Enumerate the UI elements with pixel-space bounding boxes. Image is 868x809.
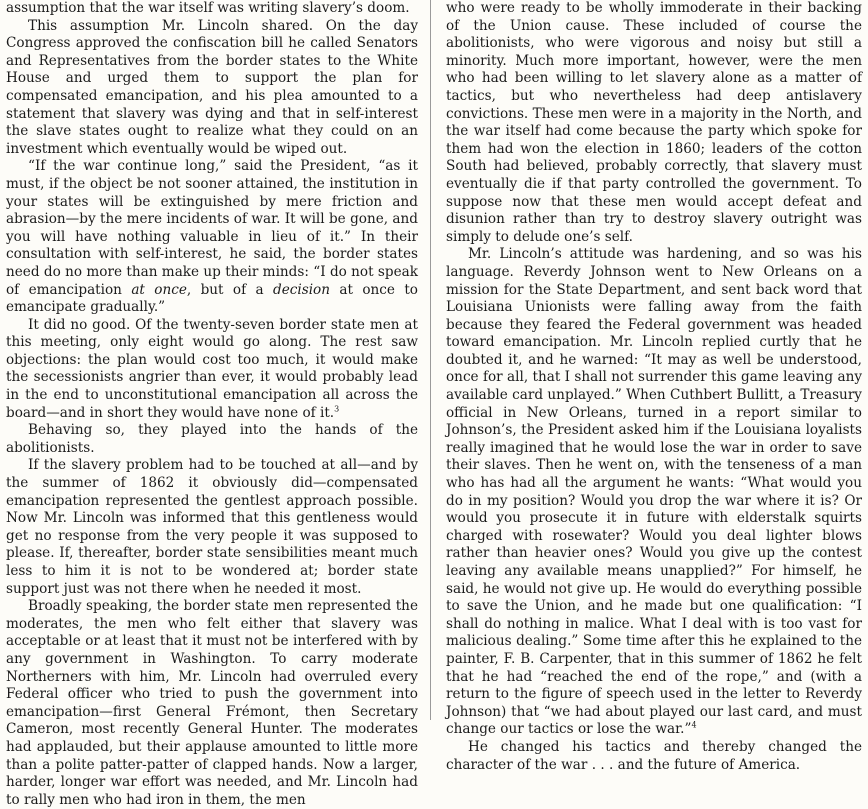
paragraph: Behaving so, they played into the hands of the abolitionists. — [6, 422, 418, 456]
paragraph: This assumption Mr. Lincoln shared. On the day Congress approved the confiscation bill he called Senators and Representatives from the border states to the White House and urged them to support the plan for compensated emancipation, and his plea amounted to a statement that slavery was dying and that in self-interest the slave states ought to realize what they could on an investment which eventually would be wiped out. — [6, 17, 418, 157]
text-run: Mr. Lincoln’s attitude was hardening, and so was his language. Reverdy Johnson went to New Orleans on a mission for the State Department, and sent back word that Louisiana Unionists were falling away from the faith because they feared the Federal government was headed toward emancipation. Mr. Lincoln replied curtly that he doubted it, and he warned: “It may as well be understood, once for all, that I shall not surrender this game leaving any available card unplayed.” When Cuthbert Bullitt, a Treasury official in New Orleans, turned in a report similar to Johnson’s, the President asked him if the Louisiana loyalists really imagined that he would lose the war in order to save their slaves. Then he went on, with the tenseness of a man who has had all the argument he wants: “What would you do in my position? Would you drop the war where it is? Or would you prosecute it in future with elderstalk squirts charged with rosewater? Would you deal lighter blows rather than heavier ones? Would you give up the contest leaving any available means unapplied?” For himself, he said, he would not give up. He would do everything possible to save the Union, and he made but one qualification: “I shall do nothing in malice. What I deal with is too vast for malicious dealing.” Some time after this he explained to the painter, F. B. Carpenter, that in this summer of 1862 he felt that he had “reached the end of the rope,” and (with a return to the figure of speech used in the letter to Reverdy Johnson) that “we had about played our last card, and must change our tactics or lose the war.” — [446, 246, 862, 738]
text-run: , but of a — [186, 281, 274, 298]
paragraph: Broadly speaking, the border state men represented the moderates, the men who felt either that slavery was acceptable or at least that it must not be interfered with by any government in Washington. To carry moderate Northerners with him, Mr. Lincoln had overruled every Federal officer who tried to push the government into emancipation—first General Frémont, then Secretary Cameron, most recently General Hunter. The moderates had applauded, but their applause amounted to little more than a polite patter-patter of clapped hands. Now a larger, harder, longer war effort was needed, and Mr. Lincoln had to rally men who had iron in them, the men — [6, 598, 418, 808]
left-column — [6, 0, 418, 808]
paragraph: He changed his tactics and thereby changed the character of the war . . . and the future of America. — [446, 738, 862, 773]
paragraph — [6, 317, 418, 423]
paragraph: If the slavery problem had to be touched at all—and by the summer of 1862 it obviously did—compensated emancipation represented the gentlest approach possible. Now Mr. Lincoln was informed that this gentleness would get no response from the very people it was supposed to please. If, thereafter, border state sensibilities meant much less to him it is not to be wondered at; border state support just was not there when he needed it most. — [6, 457, 418, 597]
italic-phrase: at once — [131, 281, 187, 298]
footnote-ref: 3 — [334, 404, 340, 414]
text-run: It did no good. Of the twenty-seven border state men at this meeting, only eight would go along. The rest saw objections: the plan would cost too much, it would make the secessionists angrier than ever, it would probably lead in the end to unconstitutional emancipation all across the board—and in short they would have none of it. — [6, 316, 418, 421]
paragraph-continuation: who were ready to be wholly immoderate in their backing of the Union cause. These included of course the abolitionists, who were vigorous and noisy but still a minority. Much more important, however, were the men who had been willing to let slavery alone as a matter of tactics, but who nevertheless had deep antislavery convictions. These men were in a majority in the North, and the war itself had come because the party which spoke for them had won the election in 1860; leaders of the cotton South had believed, probably correctly, that slavery must eventually die if that party controlled the government. To suppose now that these men would accept defeat and disunion rather than try to destroy slavery outright was simply to delude one’s self. — [446, 0, 862, 245]
paragraph — [446, 246, 862, 739]
italic-phrase: decision — [273, 281, 330, 298]
paragraph-president-quote — [6, 158, 418, 316]
text-run: at once to emancipate gradually.” — [6, 281, 418, 316]
footnote-ref: 4 — [691, 720, 697, 730]
text-run: “If the war continue long,” said the President, “as it must, if the object be not sooner attained, the institution in your states will be extinguished by mere friction and abrasion—by the mere incidents of war. It will be gone, and you will have nothing valuable in lieu of it.” In their consultation with self-interest, he said, the border states need do no more than make up their minds: “I do not speak of emancipation — [6, 158, 418, 298]
column-divider — [430, 0, 431, 720]
right-column — [446, 0, 862, 773]
paragraph-continuation: assumption that the war itself was writing slavery’s doom. — [6, 0, 410, 16]
